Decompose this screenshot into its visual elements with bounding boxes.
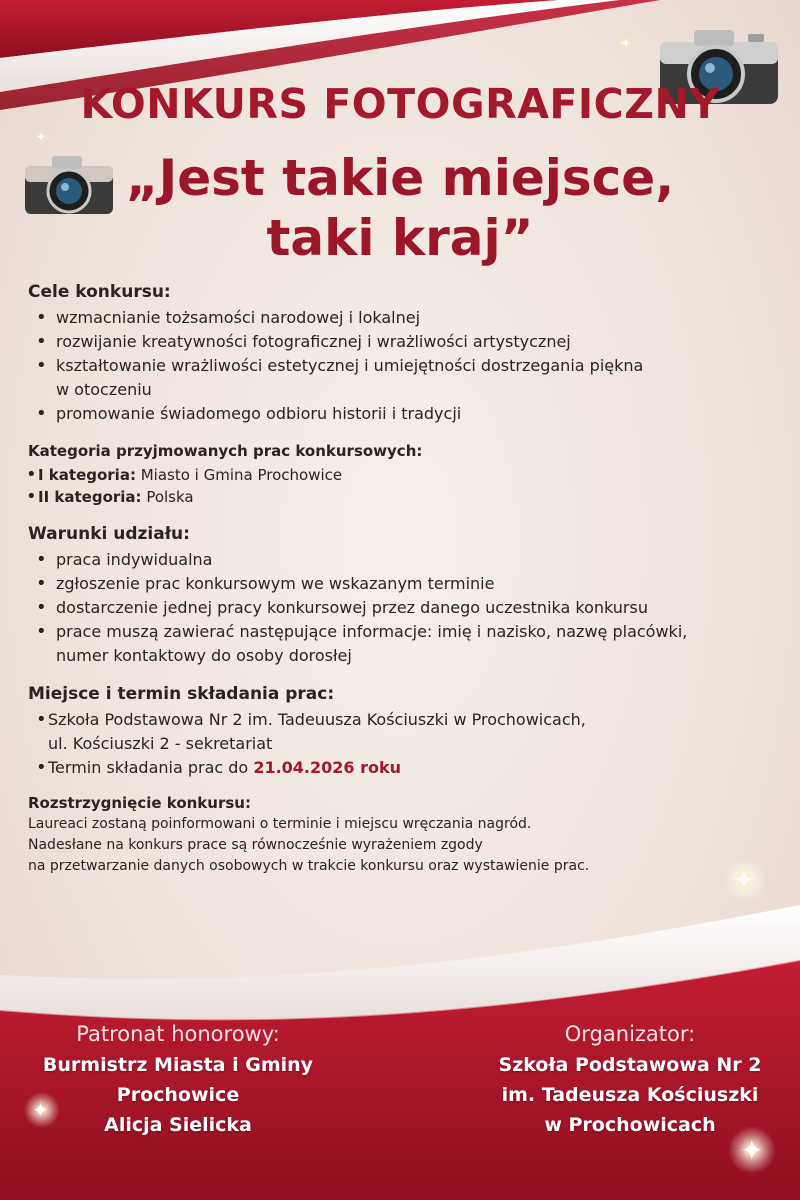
- deadline-text: Termin składania prac do: [48, 758, 249, 777]
- patron-block: [18, 1022, 338, 1140]
- patron-line: Alicja Sielicka: [104, 1114, 252, 1136]
- place-list: [26, 708, 786, 780]
- sparkle-icon: ✦: [36, 130, 47, 144]
- patron-line: Prochowice: [116, 1084, 240, 1106]
- resolution-line: Nadesłane na konkurs prace są równocześnie wyrażeniem zgody: [28, 837, 483, 853]
- organizer-line: Szkoła Podstawowa Nr 2: [498, 1054, 762, 1076]
- list-item-line: numer kontaktowy do osoby dorosłej: [56, 646, 352, 665]
- goals-list: [26, 306, 786, 426]
- organizer-block: [470, 1022, 790, 1140]
- list-item: [26, 486, 786, 508]
- poster-subtitle: [0, 148, 800, 268]
- deadline-date: 21.04.2026 roku: [253, 758, 402, 777]
- organizer-line: w Prochowicach: [544, 1114, 716, 1136]
- resolution-heading: Rozstrzygnięcie konkursu:: [28, 794, 251, 812]
- list-item: • promowanie świadomego odbioru historii i tradycji: [26, 402, 786, 426]
- sparkle-icon: ✦: [740, 1134, 764, 1167]
- category-label: I kategoria:: [38, 466, 136, 484]
- patron-line: Burmistrz Miasta i Gminy: [42, 1054, 314, 1076]
- resolution-line: Laureaci zostaną poinformowani o terminie i miejscu wręczania nagród.: [28, 816, 532, 832]
- list-item: [26, 708, 786, 756]
- goals-heading: Cele konkursu:: [28, 282, 171, 302]
- main-content: [26, 282, 786, 877]
- list-item: • dostarczenie jednej pracy konkursowej przez danego uczestnika konkursu: [26, 596, 786, 620]
- list-item-line: • prace muszą zawierać następujące informacje: imię i nazisko, nazwę placówki,: [56, 622, 688, 641]
- resolution-line: na przetwarzanie danych osobowych w trakcie konkursu oraz wystawienie prac.: [28, 858, 590, 874]
- subtitle-line: „Jest takie miejsce,: [125, 149, 675, 207]
- place-heading: Miejsce i termin składania prac:: [28, 684, 335, 704]
- organizer-line: im. Tadeusza Kościuszki: [501, 1084, 759, 1106]
- sparkle-icon: ✦: [32, 1098, 49, 1122]
- list-item-line: • kształtowanie wrażliwości estetycznej i umiejętności dostrzegania piękna: [56, 356, 644, 375]
- subtitle-line: taki kraj”: [266, 209, 534, 267]
- list-item: • wzmacnianie tożsamości narodowej i lokalnej: [26, 306, 786, 330]
- sparkle-icon: ✦: [620, 36, 632, 52]
- list-item: • zgłoszenie prac konkursowym we wskazanym terminie: [26, 572, 786, 596]
- list-item: • rozwijanie kreatywności fotograficznej i wrażliwości artystycznej: [26, 330, 786, 354]
- poster-title: KONKURS FOTOGRAFICZNY: [80, 80, 720, 128]
- sparkle-icon: ✦: [733, 866, 755, 896]
- list-item-line: ul. Kościuszki 2 - sekretariat: [48, 734, 273, 753]
- list-item-line: w otoczeniu: [56, 380, 152, 399]
- conditions-list: [26, 548, 786, 668]
- conditions-heading: Warunki udziału:: [28, 524, 190, 544]
- list-item: [26, 464, 786, 486]
- category-value: Polska: [146, 488, 194, 506]
- categories-list: [26, 464, 786, 508]
- category-label: II kategoria:: [38, 488, 142, 506]
- list-item-line: • Szkoła Podstawowa Nr 2 im. Tadeuusza Kościuszki w Prochowicach,: [48, 710, 586, 729]
- category-value: Miasto i Gmina Prochowice: [140, 466, 343, 484]
- organizer-heading: Organizator:: [564, 1022, 696, 1046]
- list-item: • praca indywidualna: [26, 548, 786, 572]
- list-item: [26, 620, 786, 668]
- patron-heading: Patronat honorowy:: [76, 1022, 280, 1046]
- categories-heading: Kategoria przyjmowanych prac konkursowych:: [28, 442, 423, 460]
- list-item: [26, 756, 786, 780]
- list-item: [26, 354, 786, 402]
